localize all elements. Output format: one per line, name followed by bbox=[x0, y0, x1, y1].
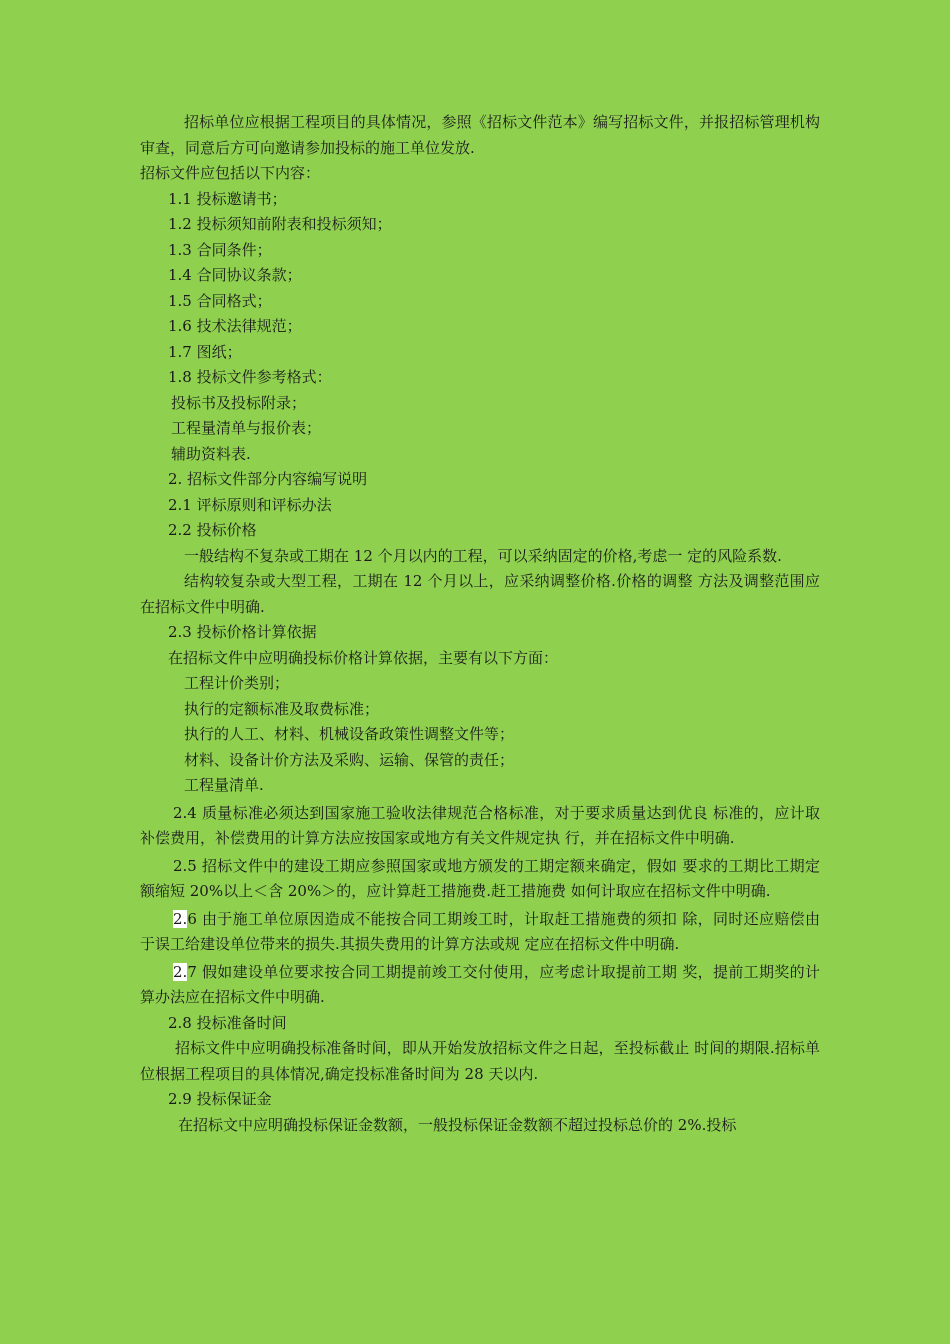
list-item: 1.3 合同条件； bbox=[168, 240, 272, 259]
paragraph bbox=[140, 907, 820, 958]
paragraph: 2.4 质量标准必须达到国家施工验收法律规范合格标准，对于要求质量达到优良 标准的，应计取补偿费用，补偿费用的计算方法应按国家或地方有关文件规定执 行，并在招标文件中明确. bbox=[140, 803, 820, 847]
section-heading: 2.2 投标价格 bbox=[168, 521, 257, 539]
content-heading: 招标文件应包括以下内容： bbox=[140, 164, 321, 182]
list-item: 执行的人工、材料、机械设备政策性调整文件等； bbox=[184, 725, 515, 743]
list-item: 1.6 技术法律规范； bbox=[168, 317, 302, 335]
paragraph: 在招标文中应明确投标保证金数额，一般投标保证金数额不超过投标总价的 2%.投标 bbox=[178, 1115, 737, 1134]
list-item: 工程量清单. bbox=[184, 776, 264, 794]
section-heading: 2.1 评标原则和评标办法 bbox=[168, 495, 332, 514]
list-item: 1.4 合同协议条款； bbox=[168, 266, 302, 284]
paragraph: 结构较复杂或大型工程，工期在 12 个月以上，应采纳调整价格.价格的调整 方法及调整范围应在招标文件中明确. bbox=[140, 572, 820, 616]
intro-paragraph: 招标单位应根据工程项目的具体情况，参照《招标文件范本》编写招标文件，并报招标管理机构审查，同意后方可向邀请参加投标的施工单位发放. bbox=[140, 113, 820, 157]
paragraph: 招标文件中应明确投标准备时间，即从开始发放招标文件之日起，至投标截止 时间的期限.招标单位根据工程项目的具体情况,确定投标准备时间为 28 天以内. bbox=[140, 1039, 820, 1083]
section-heading: 2.3 投标价格计算依据 bbox=[168, 623, 317, 641]
list-item: 材料、设备计价方法及采购、运输、保管的责任； bbox=[184, 750, 515, 769]
highlighted-number: 2. bbox=[173, 962, 188, 981]
list-item: 1.5 合同格式； bbox=[168, 291, 272, 310]
list-item: 1.2 投标须知前附表和投标须知； bbox=[168, 215, 392, 233]
list-item: 执行的定额标准及取费标准； bbox=[184, 699, 380, 718]
sub-list-item: 投标书及投标附录； bbox=[171, 393, 307, 412]
paragraph-text: 6 由于施工单位原因造成不能按合同工期竣工时，计取赶工措施费的须扣 除，同时还应赔偿由于误工给建设单位带来的损失.其损失费用的计算方法或规 定应在招标文件中明确. bbox=[140, 909, 820, 953]
section-heading: 2. 招标文件部分内容编写说明 bbox=[168, 470, 368, 488]
paragraph-text: 7 假如建设单位要求按合同工期提前竣工交付使用，应考虑计取提前工期 奖，提前工期奖的计算办法应在招标文件中明确. bbox=[140, 962, 820, 1006]
list-item: 1.7 图纸； bbox=[168, 342, 242, 361]
section-heading: 2.8 投标准备时间 bbox=[168, 1013, 287, 1032]
sub-list-item: 辅助资料表. bbox=[171, 444, 251, 463]
paragraph bbox=[140, 960, 820, 1011]
sub-list-item: 工程量清单与报价表； bbox=[171, 419, 322, 437]
highlighted-number: 2. bbox=[173, 909, 188, 928]
document-body bbox=[140, 110, 820, 1138]
paragraph: 2.5 招标文件中的建设工期应参照国家或地方颁发的工期定额来确定，假如 要求的工期比工期定额缩短 20%以上＜含 20%＞的，应计算赶工措施费.赶工措施费 如何计取应在招标文件中明确. bbox=[140, 856, 820, 900]
paragraph: 在招标文件中应明确投标价格计算依据，主要有以下方面： bbox=[168, 648, 559, 667]
section-heading: 2.9 投标保证金 bbox=[168, 1090, 272, 1108]
paragraph: 一般结构不复杂或工期在 12 个月以内的工程，可以采纳固定的价格,考虑一 定的风险系数. bbox=[184, 546, 782, 565]
list-item: 1.1 投标邀请书； bbox=[168, 189, 287, 208]
list-item: 工程计价类别； bbox=[184, 674, 290, 692]
list-item: 1.8 投标文件参考格式： bbox=[168, 368, 332, 386]
